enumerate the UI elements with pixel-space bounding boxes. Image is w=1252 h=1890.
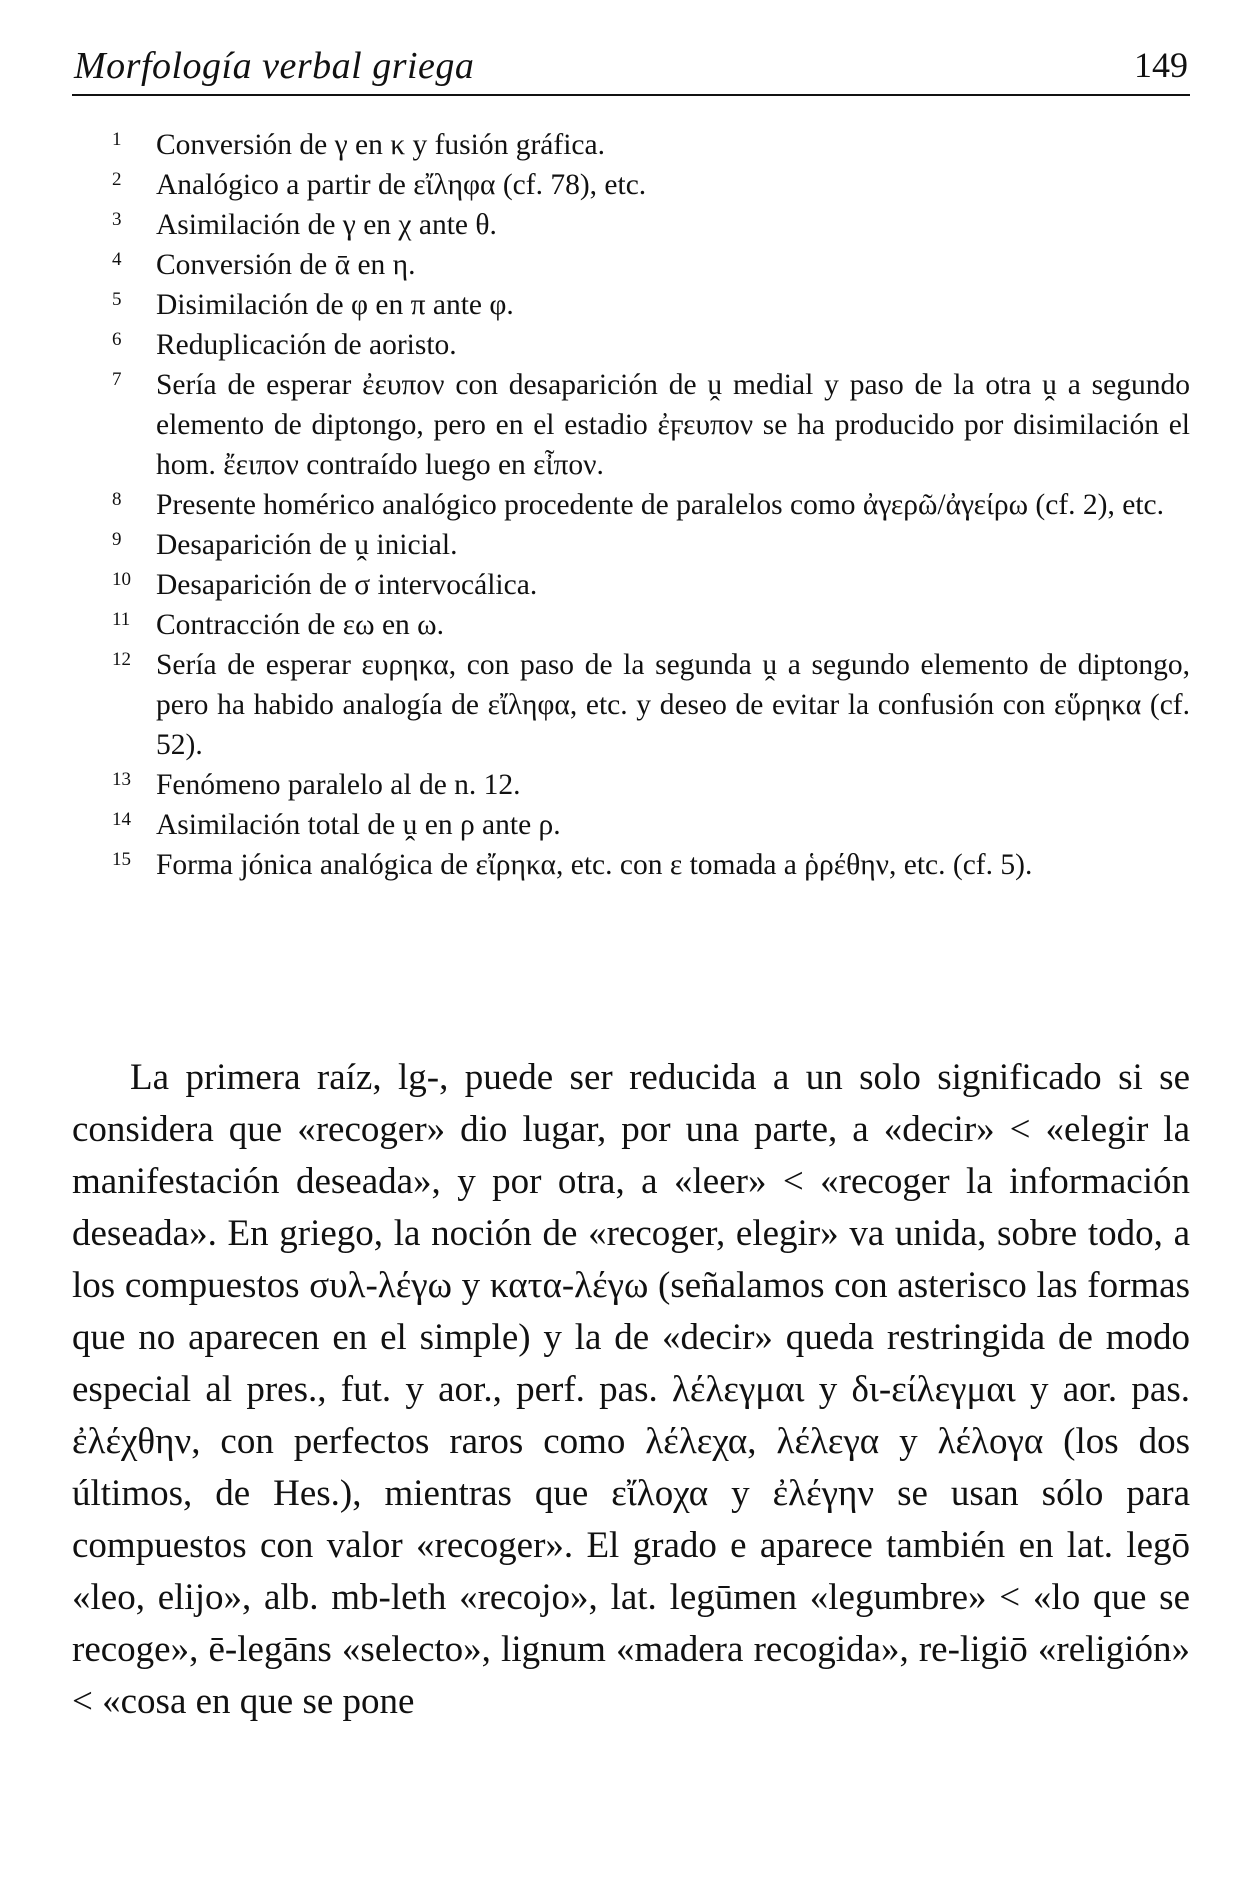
footnote-text: Asimilación de γ en χ ante θ. <box>156 209 497 241</box>
footnotes <box>112 125 1190 885</box>
footnote-number: 5 <box>112 289 122 310</box>
header-rule <box>72 94 1190 96</box>
footnote <box>112 285 1190 325</box>
footnote-number: 14 <box>112 809 131 830</box>
footnote <box>112 525 1190 565</box>
footnote-number: 10 <box>112 569 131 590</box>
footnote <box>112 165 1190 205</box>
footnote-text: Presente homérico analógico procedente de paralelos como ἀγερῶ/ἀγείρω (cf. 2), etc. <box>156 489 1164 521</box>
footnote-text: Fenómeno paralelo al de n. 12. <box>156 769 521 801</box>
footnote <box>112 325 1190 365</box>
footnote <box>112 765 1190 805</box>
footnote-text: Desaparición de ṷ inicial. <box>156 529 458 561</box>
footnote-number: 12 <box>112 649 131 670</box>
footnote-number: 15 <box>112 849 131 870</box>
footnote <box>112 645 1190 765</box>
footnote-number: 9 <box>112 529 122 550</box>
footnote <box>112 125 1190 165</box>
footnote-number: 1 <box>112 129 122 150</box>
footnote <box>112 805 1190 845</box>
footnote-text: Analógico a partir de εἴληφα (cf. 78), etc. <box>156 169 647 201</box>
footnote-text: Forma jónica analógica de εἴρηκα, etc. con ε tomada a ῥρέθην, etc. (cf. 5). <box>156 849 1033 881</box>
footnote <box>112 485 1190 525</box>
page-header <box>72 40 1190 102</box>
footnote <box>112 845 1190 885</box>
main-text <box>72 1052 1190 1728</box>
footnote-text: Reduplicación de aoristo. <box>156 329 457 361</box>
footnote-text: Contracción de εω en ω. <box>156 609 444 641</box>
footnote-number: 13 <box>112 769 131 790</box>
footnote <box>112 205 1190 245</box>
page-number: 149 <box>1134 45 1188 85</box>
footnote-text: Disimilación de φ en π ante φ. <box>156 289 514 321</box>
footnote <box>112 365 1190 485</box>
footnote-number: 2 <box>112 169 122 190</box>
footnote-number: 11 <box>112 609 131 630</box>
body-paragraph: La primera raíz, lg-, puede ser reducida a un solo significado si se considera que «recoger» dio lugar, por una parte, a «decir» < «elegir la manifestación deseada», y por otra, a «leer» < «recoger la información deseada». En griego, la noción de «recoger, elegir» va unida, sobre todo, a los compuestos συλ-λέγω y κατα-λέγω (señalamos con asterisco las formas que no aparecen en el simple) y la de «decir» queda restringida de modo especial al pres., fut. y aor., perf. pas. λέλεγμαι y δι-είλεγμαι y aor. pas. ἐλέχθην, con perfectos raros como λέλεχα, λέλεγα y λέλογα (los dos últimos, de Hes.), mientras que εἴλοχα y ἐλέγην se usan sólo para compuestos con valor «recoger». El grado e aparece también en lat. legō «leo, elijo», alb. mb-leth «recojo», lat. legūmen «legumbre» < «lo que se recoge», ē-legāns «selecto», lignum «madera recogida», re-ligiō «religión» < «cosa en que se pone <box>72 1057 1190 1722</box>
footnote-number: 7 <box>112 369 122 390</box>
footnote-number: 6 <box>112 329 122 350</box>
footnote-text: Sería de esperar ευρηκα, con paso de la segunda ṷ a segundo elemento de diptongo, pero ha habido analogía de εἴληφα, etc. y deseo de evitar la confusión con εὕρηκα (cf. 52). <box>156 649 1190 761</box>
footnote <box>112 605 1190 645</box>
footnote-text: Asimilación total de ṷ en ρ ante ρ. <box>156 809 561 841</box>
footnote-text: Desaparición de σ intervocálica. <box>156 569 538 601</box>
footnote-text: Conversión de ᾱ en η. <box>156 249 416 281</box>
footnote-number: 8 <box>112 489 122 510</box>
running-title: Morfología verbal griega <box>74 45 475 87</box>
footnote-number: 3 <box>112 209 122 230</box>
footnote-number: 4 <box>112 249 122 270</box>
footnote-text: Sería de esperar ἐευπον con desaparición de ṷ medial y paso de la otra ṷ a segundo elemento de diptongo, pero en el estadio ἐϝευπον se ha producido por disimilación el hom. ἔειπον contraído luego en εἶπον. <box>156 369 1190 481</box>
footnote-text: Conversión de γ en κ y fusión gráfica. <box>156 129 605 161</box>
footnote <box>112 565 1190 605</box>
footnote <box>112 245 1190 285</box>
